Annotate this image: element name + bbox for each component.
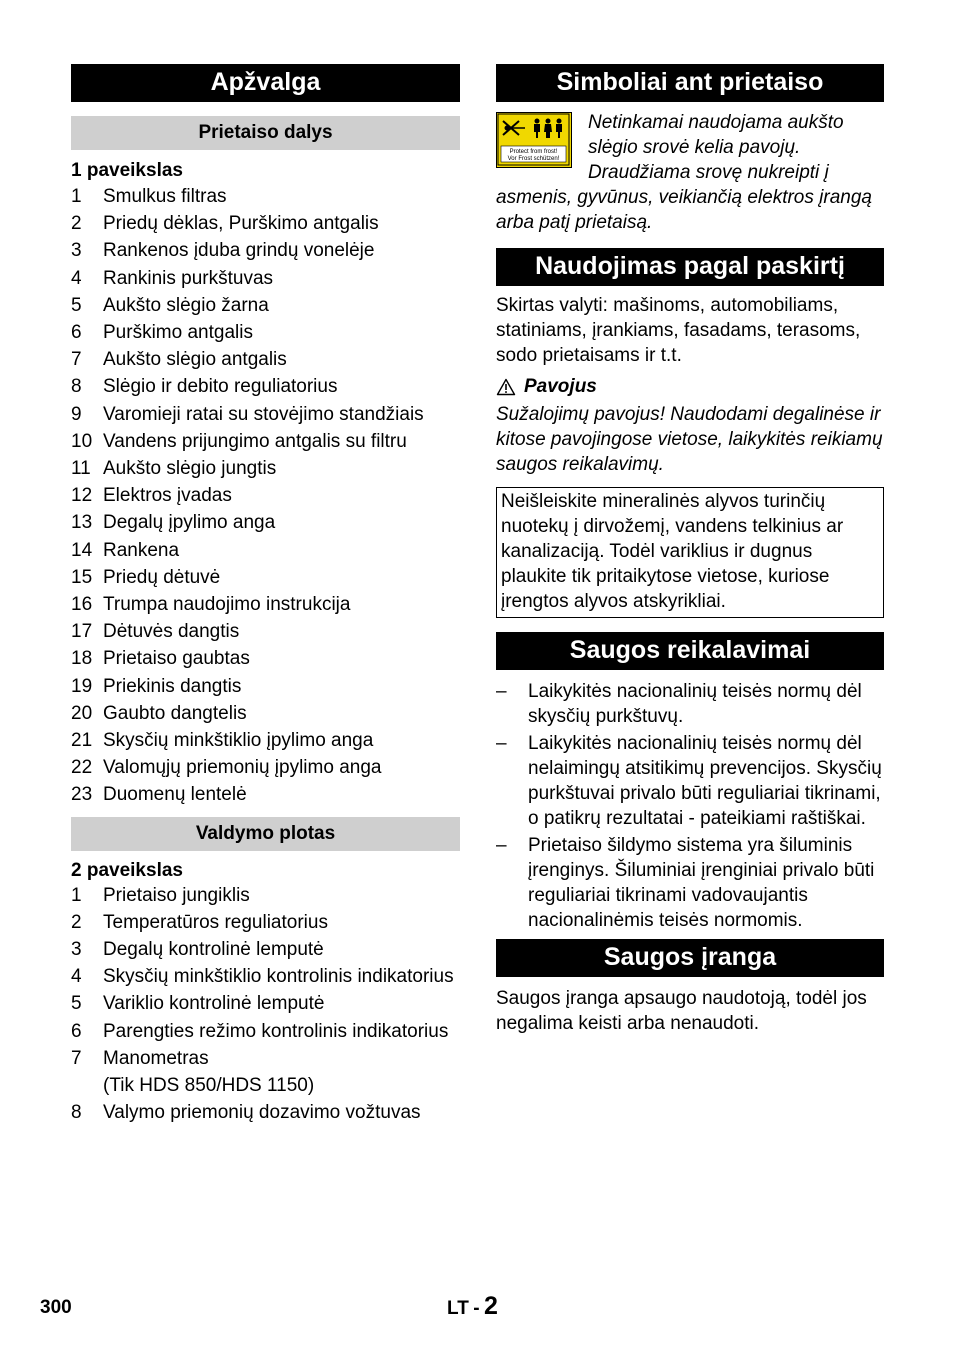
- symbol-graphic: [497, 113, 570, 166]
- list-item: [71, 210, 460, 237]
- list-item-text: Skysčių minkštiklio įpylimo anga: [103, 730, 374, 752]
- symbol-label-1: Protect from frost!: [509, 149, 558, 155]
- list-item: [71, 509, 460, 536]
- list-item-number: 1: [71, 186, 82, 207]
- list-item-number: 6: [71, 322, 82, 344]
- list-item-number: 3: [71, 939, 82, 961]
- list-item: [71, 700, 460, 727]
- list-item: [71, 319, 460, 346]
- list-item-number: 5: [71, 294, 82, 316]
- dash-bullet: –: [496, 835, 507, 856]
- list-item-number: 13: [71, 512, 93, 534]
- danger-heading: [496, 374, 884, 399]
- list-item-text: Aukšto slėgio antgalis: [103, 349, 287, 371]
- symbol-description-text: Netinkamai naudojama aukšto slėgio srovė kelia pavojų. Draudžiama srovę nukreipti į asmenis, gyvūnus, veikiančią elektros įrangą arba patį prietaisą.: [496, 112, 872, 233]
- list-item-number: 21: [71, 730, 93, 752]
- list-item: [496, 731, 884, 831]
- parts-list: [71, 183, 460, 809]
- list-item: [71, 401, 460, 428]
- list-item-text: Laikykitės nacionalinių teisės normų dėl nelaimingų atsitikimų prevencijos. Skysčių purkštuvai privalo būti reguliariai tikrinami, o patikrų rezultatai - pateikiami raštiškai.: [528, 733, 882, 829]
- list-item-number: 10: [71, 430, 93, 452]
- list-item-text: Priekinis dangtis: [103, 675, 242, 697]
- list-item: [71, 727, 460, 754]
- figure-label-2: 2 paveikslas: [71, 859, 183, 881]
- list-item-text: Skysčių minkštiklio kontrolinis indikatorius: [103, 966, 454, 988]
- no-spray-at-people-symbol: [496, 112, 572, 168]
- footer-separator: -: [473, 1298, 480, 1319]
- list-item-text: Temperatūros reguliatorius: [103, 911, 328, 933]
- list-item-number: 9: [71, 403, 82, 425]
- list-item-text: Gaubto dangtelis: [103, 702, 247, 724]
- safety-list: [496, 679, 884, 933]
- list-item: [71, 991, 460, 1016]
- list-item-text: Priedų dėklas, Purškimo antgalis: [103, 213, 379, 235]
- list-item: [71, 673, 460, 700]
- section-title-overview: Apžvalga: [71, 64, 460, 102]
- list-item: [71, 292, 460, 319]
- danger-text: Sužalojimų pavojus! Naudodami degalinėse ir kitose pavojingose vietose, laikykitės reikiamų saugos reikalavimų.: [496, 404, 883, 475]
- list-item: [71, 910, 460, 935]
- list-item: [71, 237, 460, 264]
- environment-note-box: Neišleiskite mineralinės alyvos turinčių nuotekų į dirvožemį, vandens telkinius ar kanalizaciją. Todėl variklius ir dugnus plaukite tik pritaikytose vietose, kuriose įrengtos alyvos atskyrikliai.: [496, 487, 884, 618]
- list-item: [71, 1100, 460, 1125]
- list-item-number: 16: [71, 594, 93, 616]
- list-item-text: Prietaiso gaubtas: [103, 648, 250, 670]
- list-item-text: Valomųjų priemonių įpylimo anga: [103, 757, 382, 779]
- list-item: [71, 591, 460, 618]
- footer-language-page: [447, 1292, 498, 1321]
- list-item-number: 7: [71, 349, 82, 371]
- list-item-text: Purškimo antgalis: [103, 322, 253, 344]
- list-item-number: 3: [71, 240, 82, 262]
- safety-equipment-text: Saugos įranga apsaugo naudotoją, todėl jos negalima keisti arba nenaudoti.: [496, 988, 867, 1034]
- list-item-text: Elektros įvadas: [103, 485, 232, 507]
- list-item-number: 15: [71, 566, 93, 588]
- list-item: [496, 679, 884, 729]
- list-item-text: Smulkus filtras: [103, 186, 227, 207]
- list-item-text: Dėtuvės dangtis: [103, 621, 240, 643]
- list-item: [71, 1046, 460, 1071]
- list-item-number: 17: [71, 621, 93, 643]
- list-item-text: Aukšto slėgio žarna: [103, 294, 269, 316]
- list-item: [71, 1019, 460, 1044]
- warning-triangle-icon: [496, 378, 516, 396]
- list-item-text: Duomenų lentelė: [103, 784, 247, 806]
- section-title-intended-use: Naudojimas pagal paskirtį: [496, 248, 884, 286]
- list-item-text: Vandens prijungimo antgalis su filtru: [103, 430, 407, 452]
- list-item: [71, 346, 460, 373]
- list-item: [71, 482, 460, 509]
- page-number: 300: [40, 1297, 72, 1318]
- list-item-text: Rankinis purkštuvas: [103, 267, 274, 289]
- list-item-text: Rankena: [103, 539, 180, 561]
- controls-list: [71, 883, 460, 1126]
- list-item-number: 1: [71, 884, 82, 906]
- list-item: [71, 964, 460, 989]
- subheading-device-parts: Prietaiso dalys: [71, 116, 460, 150]
- list-item-number: 6: [71, 1020, 82, 1042]
- list-item: [71, 618, 460, 645]
- list-item-number: 5: [71, 993, 82, 1015]
- list-item: [71, 455, 460, 482]
- list-item-number: 19: [71, 675, 93, 697]
- list-item: [71, 645, 460, 672]
- list-item-text: Prietaiso šildymo sistema yra šiluminis įrenginys. Šiluminiai įrenginiai privalo būti reguliariai tikrinami vadovaujantis nacionalinėmis teisės normomis.: [528, 835, 875, 931]
- list-item: [71, 564, 460, 591]
- list-item-text: Degalų įpylimo anga: [103, 512, 276, 534]
- list-item-text: Varomieji ratai su stovėjimo standžiais: [103, 403, 424, 425]
- list-item-number: 18: [71, 648, 93, 670]
- list-item-text: Laikykitės nacionalinių teisės normų dėl skysčių purkštuvų.: [528, 681, 862, 727]
- list-item-text: (Tik HDS 850/HDS 1150): [103, 1074, 315, 1096]
- footer-section-page: 2: [484, 1292, 498, 1320]
- list-item-number: [71, 1073, 103, 1098]
- symbol-label-2: Vor Frost schützen!: [507, 156, 560, 162]
- list-item: [71, 883, 460, 908]
- list-item: [71, 937, 460, 962]
- right-column: [496, 64, 884, 1036]
- list-item-text: Variklio kontrolinė lemputė: [103, 993, 325, 1015]
- list-item-text: Valymo priemonių dozavimo vožtuvas: [103, 1102, 421, 1124]
- list-item-number: 23: [71, 784, 93, 806]
- intended-use-text: Skirtas valyti: mašinoms, automobiliams, statiniams, įrankiams, fasadams, terasoms, sodo prietaisams ir t.t.: [496, 295, 861, 366]
- footer-lang-code: LT: [447, 1298, 469, 1319]
- list-item-number: 22: [71, 757, 93, 779]
- list-item-number: 14: [71, 539, 93, 561]
- list-item-text: Parengties režimo kontrolinis indikatorius: [103, 1020, 449, 1042]
- section-title-safety: Saugos reikalavimai: [496, 632, 884, 670]
- list-item-text: Priedų dėtuvė: [103, 566, 221, 588]
- list-item: [71, 373, 460, 400]
- list-item-number: 8: [71, 1102, 82, 1124]
- list-item-number: 2: [71, 213, 82, 235]
- list-item-number: 4: [71, 966, 82, 988]
- list-item: [71, 428, 460, 455]
- list-item: [71, 1073, 460, 1098]
- list-item: [71, 781, 460, 808]
- figure-label-1: 1 paveikslas: [71, 160, 183, 181]
- list-item: [71, 183, 460, 210]
- left-column: [71, 64, 460, 1127]
- list-item-number: 11: [71, 458, 91, 480]
- list-item-number: 7: [71, 1047, 82, 1069]
- list-item: [496, 833, 884, 933]
- dash-bullet: –: [496, 681, 507, 702]
- list-item-text: Slėgio ir debito reguliatorius: [103, 376, 338, 398]
- subheading-control-panel: Valdymo plotas: [71, 817, 460, 851]
- list-item-number: 12: [71, 485, 93, 507]
- list-item-number: 8: [71, 376, 82, 398]
- list-item-number: 20: [71, 702, 93, 724]
- list-item: [71, 265, 460, 292]
- danger-label: Pavojus: [524, 376, 597, 397]
- dash-bullet: –: [496, 733, 507, 754]
- list-item-text: Manometras: [103, 1047, 209, 1069]
- list-item-text: Rankenos įduba grindų vonelėje: [103, 240, 375, 262]
- list-item-text: Prietaiso jungiklis: [103, 884, 250, 906]
- list-item-number: 2: [71, 911, 82, 933]
- section-title-symbols: Simboliai ant prietaiso: [496, 64, 884, 102]
- section-title-safety-equipment: Saugos įranga: [496, 939, 884, 977]
- list-item-text: Degalų kontrolinė lemputė: [103, 939, 324, 961]
- list-item: [71, 537, 460, 564]
- list-item-text: Aukšto slėgio jungtis: [103, 458, 277, 480]
- list-item-number: 4: [71, 267, 82, 289]
- list-item-text: Trumpa naudojimo instrukcija: [103, 594, 351, 616]
- symbol-block: [496, 110, 884, 235]
- list-item: [71, 754, 460, 781]
